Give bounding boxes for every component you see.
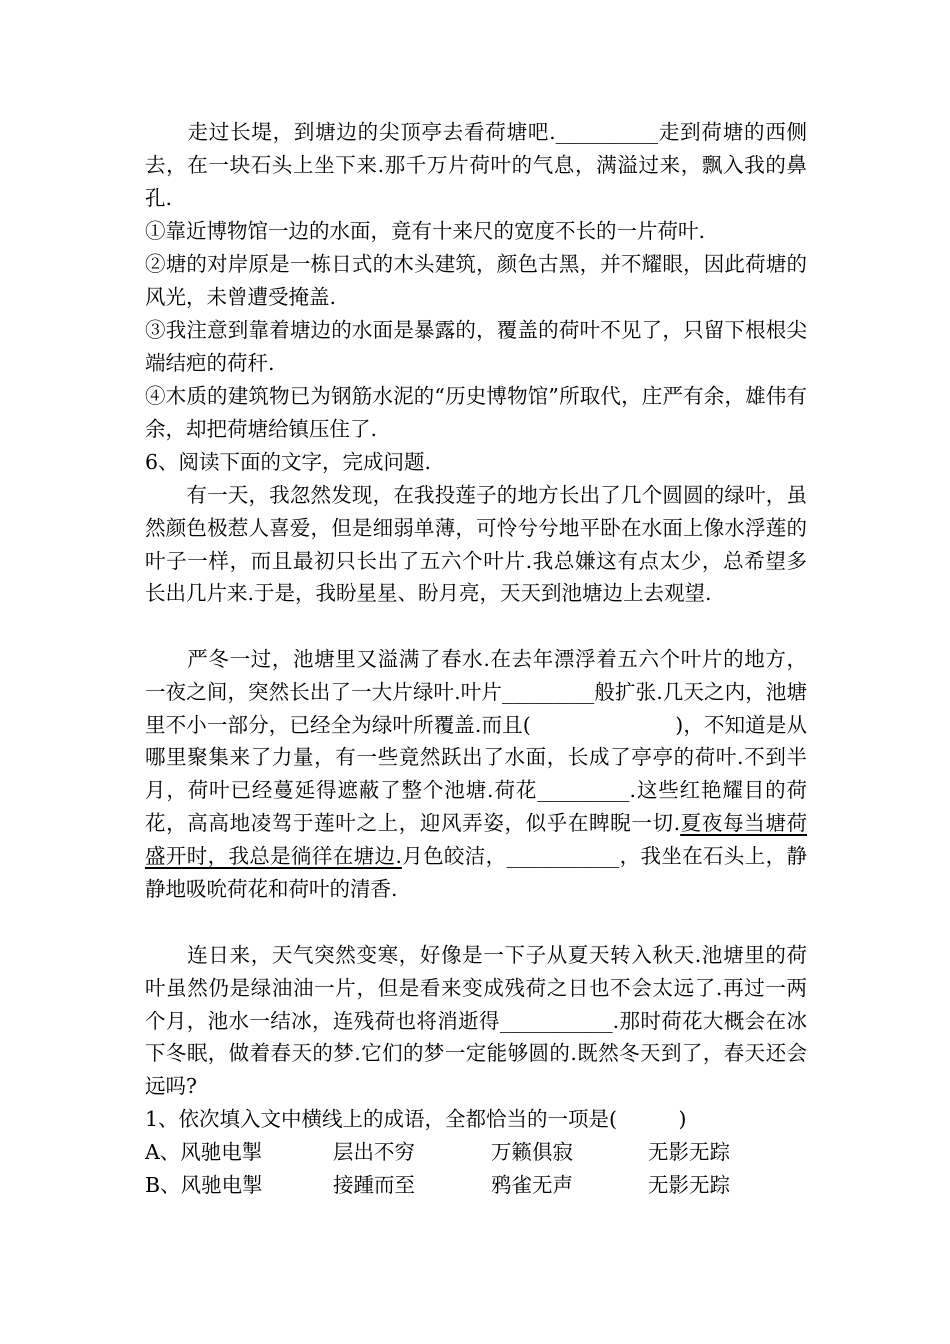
underlined-sentence: 夏夜每当塘荷盛开时，我总是徜徉在塘边. (145, 810, 808, 868)
paragraph-2-text: 严冬一过，池塘里又溢满了春水.在去年漂浮着五六个叶片的地方，一夜之间，突然长出了一大片绿叶.叶片_________般扩张.几天之内，池塘里不小一部分，已经全为绿叶所覆盖.而且( )，不知道是从哪里聚集来了力量，有一些竟然跃出了水面，长成了亭亭的荷叶.不到半月，荷叶已经蔓延得遮蔽了整个池塘.荷花_________.这些红艳耀目的荷花，高高地凌驾于莲叶之上，迎风弄姿，似乎在睥睨一切. (145, 647, 807, 835)
option-a-label: A、风驰电掣 (145, 1140, 263, 1164)
option-b-choice-3: 鸦雀无声 (491, 1173, 573, 1197)
option-a-choice-4: 无影无踪 (648, 1140, 730, 1164)
paragraph-2-end: 月色皎洁，___________，我坐在石头上，静静地吸吮荷花和荷叶的清香. (145, 843, 808, 901)
list-item-2: ②塘的对岸原是一栋日式的木头建筑，颜色古黑，并不耀眼，因此荷塘的风光，未曾遭受掩盖. (145, 252, 807, 309)
question-6-heading: 6、阅读下面的文字，完成问题. (145, 450, 432, 474)
paragraph-2 (145, 643, 807, 905)
option-b-choice-2: 接踵而至 (333, 1173, 415, 1197)
option-a-choice-2: 层出不穷 (333, 1140, 415, 1164)
list-item-4: ④木质的建筑物已为钢筋水泥的“历史博物馆”所取代，庄严有余，雄伟有余，却把荷塘给镇压住了. (145, 384, 807, 441)
option-b-label: B、风驰电掣 (145, 1173, 263, 1197)
option-b-choice-4: 无影无踪 (648, 1173, 730, 1197)
list-item-1: ①靠近博物馆一边的水面，竟有十来尺的宽度不长的一片荷叶. (145, 219, 706, 243)
paragraph-1: 有一天，我忽然发现，在我投莲子的地方长出了几个圆圆的绿叶，虽然颜色极惹人喜爱，但是细弱单薄，可怜兮兮地平卧在水面上像水浮莲的叶子一样，而且最初只长出了五六个叶片.我总嫌这有点太少，总希望多长出几片来.于是，我盼星星、盼月亮，天天到池塘边上去观望. (145, 483, 807, 606)
paragraph-3: 连日来，天气突然变寒，好像是一下子从夏天转入秋天.池塘里的荷叶虽然仍是绿油油一片，但是看来变成残荷之日也不会太远了.再过一两个月，池水一结冰，连残荷也将消逝得___________.那时荷花大概会在冰下冬眠，做着春天的梦.它们的梦一定能够圆的.既然冬天到了，春天还会远吗? (145, 943, 807, 1099)
option-a-choice-3: 万籁俱寂 (491, 1140, 573, 1164)
question-1: 1、依次填入文中横线上的成语，全都恰当的一项是( ) (145, 1107, 687, 1131)
paragraph-intro: 走过长堤，到塘边的尖顶亭去看荷塘吧.__________走到荷塘的西侧去，在一块石头上坐下来.那千万片荷叶的气息，满溢过来，飘入我的鼻孔. (145, 120, 807, 210)
list-item-3: ③我注意到靠着塘边的水面是暴露的，覆盖的荷叶不见了，只留下根根尖端结疤的荷秆. (145, 318, 807, 375)
